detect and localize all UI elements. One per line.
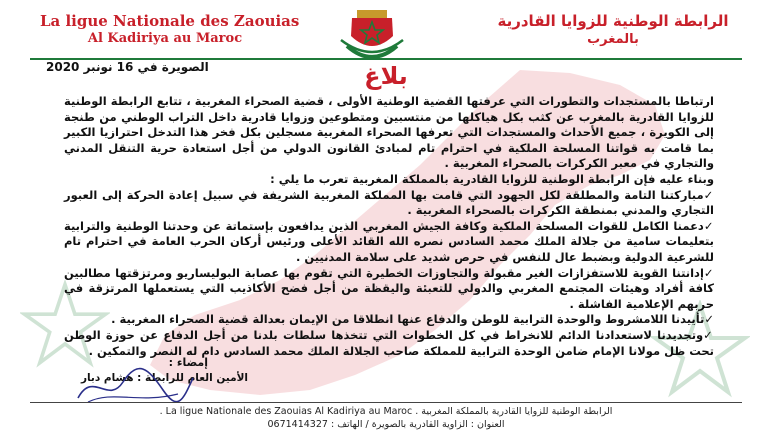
footer-contact-line: العنوان : الزاوية القادرية بالصويرة / الهاتف : 0671414327 <box>267 419 505 430</box>
header-right-line1: الرابطة الوطنية للزوايا القادرية <box>497 12 729 30</box>
signature-label: إمضاء : <box>168 356 208 369</box>
footer-divider <box>30 402 742 403</box>
header-right-line2: بالمغرب <box>587 32 639 47</box>
body-bullet-3: ✓ إدانتنا القوية للاستفزازات الغير مقبولة والتجاوزات الخطيرة التي تقوم بها عصابة البوليساريو ومرتزقتها مطالبين كافة أفراد وهيئات المجتمع المغربي والدولي للتعبئة واليقظة من أجل فضح الأكاذيب التي يستعملها المرتزقة في حربهم الإعلامية الفاشلة . <box>64 266 714 313</box>
body-bullet-2: ✓ دعمنا الكامل للقوات المسلحة الملكية وكافة الجيش المغربي الذين يدافعون بإستماتة عن وحدتنا الوطنية والترابية بتعليمات سامية من جلالة الملك محمد السادس نصره الله القائد الأعلى ورئيس أركان الحرب العامة في احترام تام للشرعية الدولية وبضبط عال للنفس في حرص شديد على سلامة المدنيين . <box>64 219 714 266</box>
body-paragraph-intro: ارتباطا بالمستجدات والتطورات التي عرفتها القضية الوطنية الأولى ، قضية الصحراء المغربية ، تتابع الرابطة الوطنية للزوايا القادرية بالمغرب عن كثب بكل هياكلها من منتسبين ومتطوعين وزوايا قادرية داخل التراب الوطني من طنجة إلى الكويرة ، جميع الأحداث والمستجدات التي تعرفها الصحراء المغربية مسجلين بكل فخر هذا التدخل احترازيا الكبير بما قامت به قواتنا المسلحة الملكية في احترام تام لمبادئ القانون الدولي من أجل استعادة حرية التنقل المدني والتجاري في معبر الكركرات بالصحراء المغربية . <box>64 94 714 171</box>
header-left-organization-name <box>40 12 300 47</box>
header-right-organization-name <box>488 12 738 48</box>
body-bullet-4: ✓ تأييدنا اللامشروط والوحدة الترابية للوطن والدفاع عنها انطلاقا من الإيمان بعدالة قضية الصحراء المغربية . <box>64 312 714 328</box>
body-bullet-5: ✓ وتجديدنا لاستعدادنا الدائم للانخراط في كل الخطوات التي تتخذها سلطات بلدنا من أجل الدفاع عن حوزة الوطن تحت ظل مولانا الإمام ضامن الوحدة الترابية للمملكة صاحب الجلالة الملك محمد السادس دام له النصر والتمكين . <box>64 328 714 359</box>
signatory-name: الأمين العام للرابطة : هشام دبار <box>80 372 248 384</box>
header-left-line1: La ligue Nationale des Zaouias <box>40 12 300 30</box>
organization-logo-emblem <box>327 6 417 66</box>
letter-date: الصويرة في 16 نونبر 2020 <box>46 60 209 74</box>
body-paragraph-statement: وبناء عليه فإن الرابطة الوطنية للزوايا القادرية بالمملكة المغربية تعرب ما يلي : <box>270 171 714 186</box>
letter-body <box>64 94 714 359</box>
footer-organization-line: الرابطة الوطنية للزوايا القادرية بالمملكة المغربية . La ligue Nationale des Zaouias Al Kadiriya au Maroc . <box>159 406 613 417</box>
body-bullet-1: ✓ مباركتنا التامة والمطلقة لكل الجهود التي قامت بها المملكة المغربية الشريفة في سبيل إعادة الحركة إلى العبور التجاري والمدني بمنطقة الكركرات بالصحراء المغربية . <box>64 188 714 219</box>
header-left-line2: Al Kadiriya au Maroc <box>87 31 243 46</box>
letter-title: بلاغ <box>364 62 408 90</box>
